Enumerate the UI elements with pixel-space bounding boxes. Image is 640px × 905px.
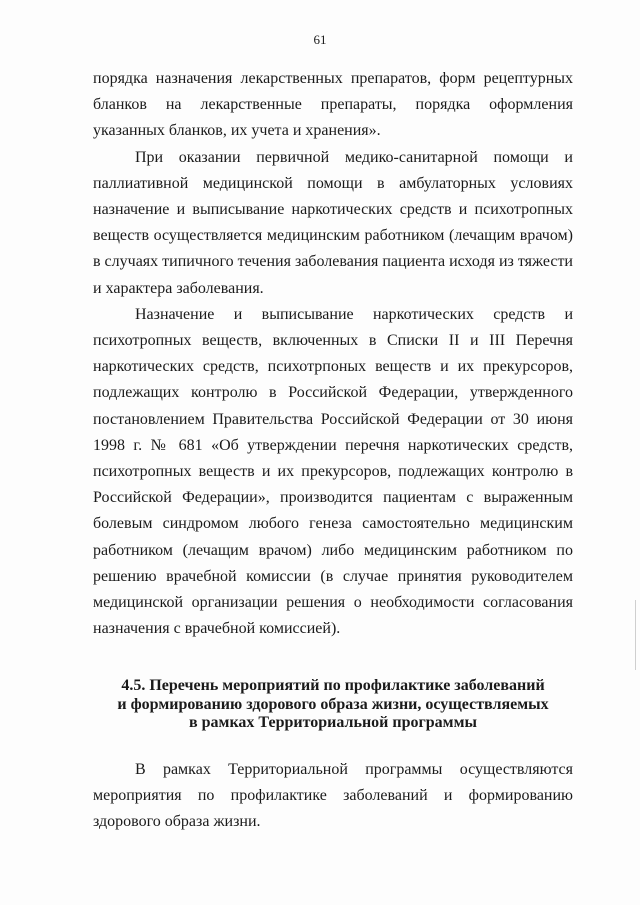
paragraph-primary-care: При оказании первичной медико-санитарной помощи и паллиативной медицинской помощи в амбулаторных условиях назначение и выписывание наркотических средств и психотропных веществ осуществляется медицинским работником (лечащим врачом) в случаях типичного течения заболевания пациента исходя из тяжести и характера заболевания.	[93, 148, 573, 297]
spacer	[93, 642, 573, 652]
paragraph-prevention: В рамках Территориальной программы осуществляются мероприятия по профилактике заболеваний и формированию здорового образа жизни.	[93, 760, 573, 831]
page-number: 61	[313, 32, 327, 47]
paragraph-continuation: порядка назначения лекарственных препаратов, форм рецептурных бланков на лекарственные препараты, порядка оформления указанных бланков, их учета и хранения».	[93, 70, 573, 140]
document-body	[93, 66, 573, 836]
section-heading: 4.5. Перечень мероприятий по профилактике заболеваний и формированию здорового образа жизни, осуществляемых в рамках Территориальной программы	[117, 677, 549, 732]
paragraph-narcotics-prescription: Назначение и выписывание наркотических средств и психотропных веществ, включенных в Списки II и III Перечня наркотических средств, психотрпоных веществ и их прекурсоров, подлежащих контролю в Российской Федерации, утвержденного постановлением Правительства Российской Федерации от 30 июня 1998 г. № 681 «Об утверждении перечня наркотических средств, психотропных веществ и их прекурсоров, подлежащих контролю в Российской Федерации», производится пациентам с выраженным болевым синдромом любого генеза самостоятельно медицинским работником (лечащим врачом) либо медицинским работником по решению врачебной комиссии (в случае принятия руководителем медицинской организации решения о необходимости согласования назначения с врачебной комиссией).	[93, 305, 573, 638]
scan-edge-mark	[635, 600, 636, 670]
